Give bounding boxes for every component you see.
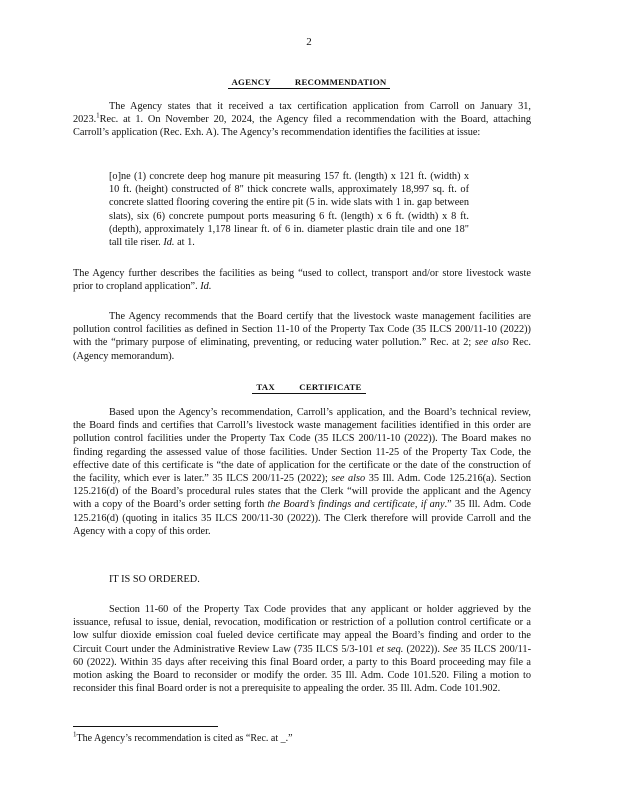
- footnote: [73, 732, 473, 745]
- quote-text: [o]ne (1) concrete deep hog manure pit measuring 157 ft. (length) x 121 ft. (width) x 10 ft. (height) constructed of 8" thick concrete walls, approximately 18,997 sq. ft. of concrete slatted flooring covering the entire pit (5 in. wide slats with 1 in. gap between slats), six (6) concrete pumpout ports measuring 6 ft. (length) x 6 ft. (width) x 8 ft. (depth), approximately 1,178 linear ft. of 6 in. diameter plastic drain tile and one 18" tall tile riser.: [109, 171, 469, 249]
- appeal-text-b: (2022)).: [403, 643, 440, 655]
- quote-cite-rest: at 1.: [174, 237, 195, 249]
- quote-cite-id: Id.: [163, 237, 175, 249]
- agency-paragraph-2: [73, 267, 531, 293]
- para1-text-a: The Agency states that it received a tax certification application from Carroll on January 31, 2023.: [73, 101, 531, 126]
- tax-see-also: see also: [331, 473, 366, 485]
- heading-text: AGENCY RECOMMENDATION: [228, 77, 391, 89]
- tax-certificate-heading: [0, 381, 618, 394]
- agency-recommendation-heading: [0, 76, 618, 89]
- para3-text-b: Rec. (Agency memorandum).: [73, 337, 531, 362]
- ordered-text: IT IS SO ORDERED.: [109, 574, 200, 585]
- agency-paragraph-1: [73, 100, 531, 140]
- tax-text-b: 35 Ill. Adm. Code 125.216(a). Section 125.216(d) of the Board’s procedural rules states that the Clerk “will provide the applicant and the Agency with a copy of the Board’s order setting forth: [73, 473, 532, 511]
- appeal-et-seq: et seq.: [376, 643, 404, 655]
- footnote-text: The Agency’s recommendation is cited as “Rec. at _.”: [76, 733, 293, 744]
- tax-text-a: Based upon the Agency’s recommendation, Carroll’s application, and the Board’s technical review, the Board finds and certifies that Carroll’s livestock waste management facilities identified in this order are pollution control facilities under the Property Tax Code (35 ILCS 200/11-10 (2022)). The Board makes no finding regarding the assessed value of those facilities. Under Section 11-25 of the Property Tax Code, the effective date of this certificate is “the date of application for the certificate or the date of the construction of the facility, which ever is later.” 35 ILCS 200/11-25 (2022);: [73, 407, 531, 485]
- tax-italic-quote: the Board’s findings and certificate, if any: [267, 499, 445, 511]
- tax-text-c: .” 35 Ill. Adm. Code 125.216(d) (quoting in italics 35 ILCS 200/11-30 (2022)). The Clerk therefore will provide Carroll and the Agency with a copy of this order.: [73, 499, 532, 537]
- agency-paragraph-3: [73, 310, 531, 363]
- tax-certificate-paragraph: [73, 406, 531, 538]
- para2-text: The Agency further describes the facilities as being “used to collect, transport and/or store livestock waste prior to cropland application”.: [73, 268, 531, 293]
- appeal-text-a: Section 11-60 of the Property Tax Code provides that any applicant or holder aggrieved by the issuance, refusal to issue, denial, revocation, modification or restriction of a pollution control certificate or a low sulfur dioxide emission coal fueled device certificate may appeal the Board’s finding and order to the Circuit Court under the Administrative Review Law (735 ILCS 5/3-101: [73, 604, 531, 655]
- appeal-paragraph: [73, 603, 531, 695]
- page-number: 2: [306, 36, 312, 48]
- para3-see-also: see also: [474, 337, 509, 349]
- footnote-reference: 1: [96, 111, 100, 120]
- para2-id: Id.: [200, 281, 212, 293]
- footnote-mark: 1: [73, 730, 77, 739]
- para1-text-b: Rec. at 1. On November 20, 2024, the Agency filed a recommendation with the Board, attaching Carroll’s application (Rec. Exh. A). The Agency’s recommendation identifies the facilities at issue:: [73, 114, 531, 139]
- appeal-see: See: [443, 643, 458, 655]
- ordered-line: [73, 573, 531, 586]
- facilities-quote: [109, 170, 469, 249]
- para3-text-a: The Agency recommends that the Board certify that the livestock waste management facilities are pollution control facilities as defined in Section 11-10 of the Property Tax Code (35 ILCS 200/11-10 (2022)) with the “primary purpose of eliminating, preventing, or reducing water pollution.” Rec. at 2;: [73, 311, 531, 349]
- heading-text: TAX CERTIFICATE: [252, 382, 365, 394]
- footnote-divider: [73, 726, 218, 727]
- appeal-text-c: 35 ILCS 200/11-60 (2022). Within 35 days after receiving this final Board order, a party to this Board proceeding may file a motion asking the Board to reconsider or modify the order. 35 Ill. Adm. Code 101.520. Filing a motion to reconsider this final Board order is not a prerequisite to appealing the order. 35 Ill. Adm. Code 101.902.: [73, 643, 532, 695]
